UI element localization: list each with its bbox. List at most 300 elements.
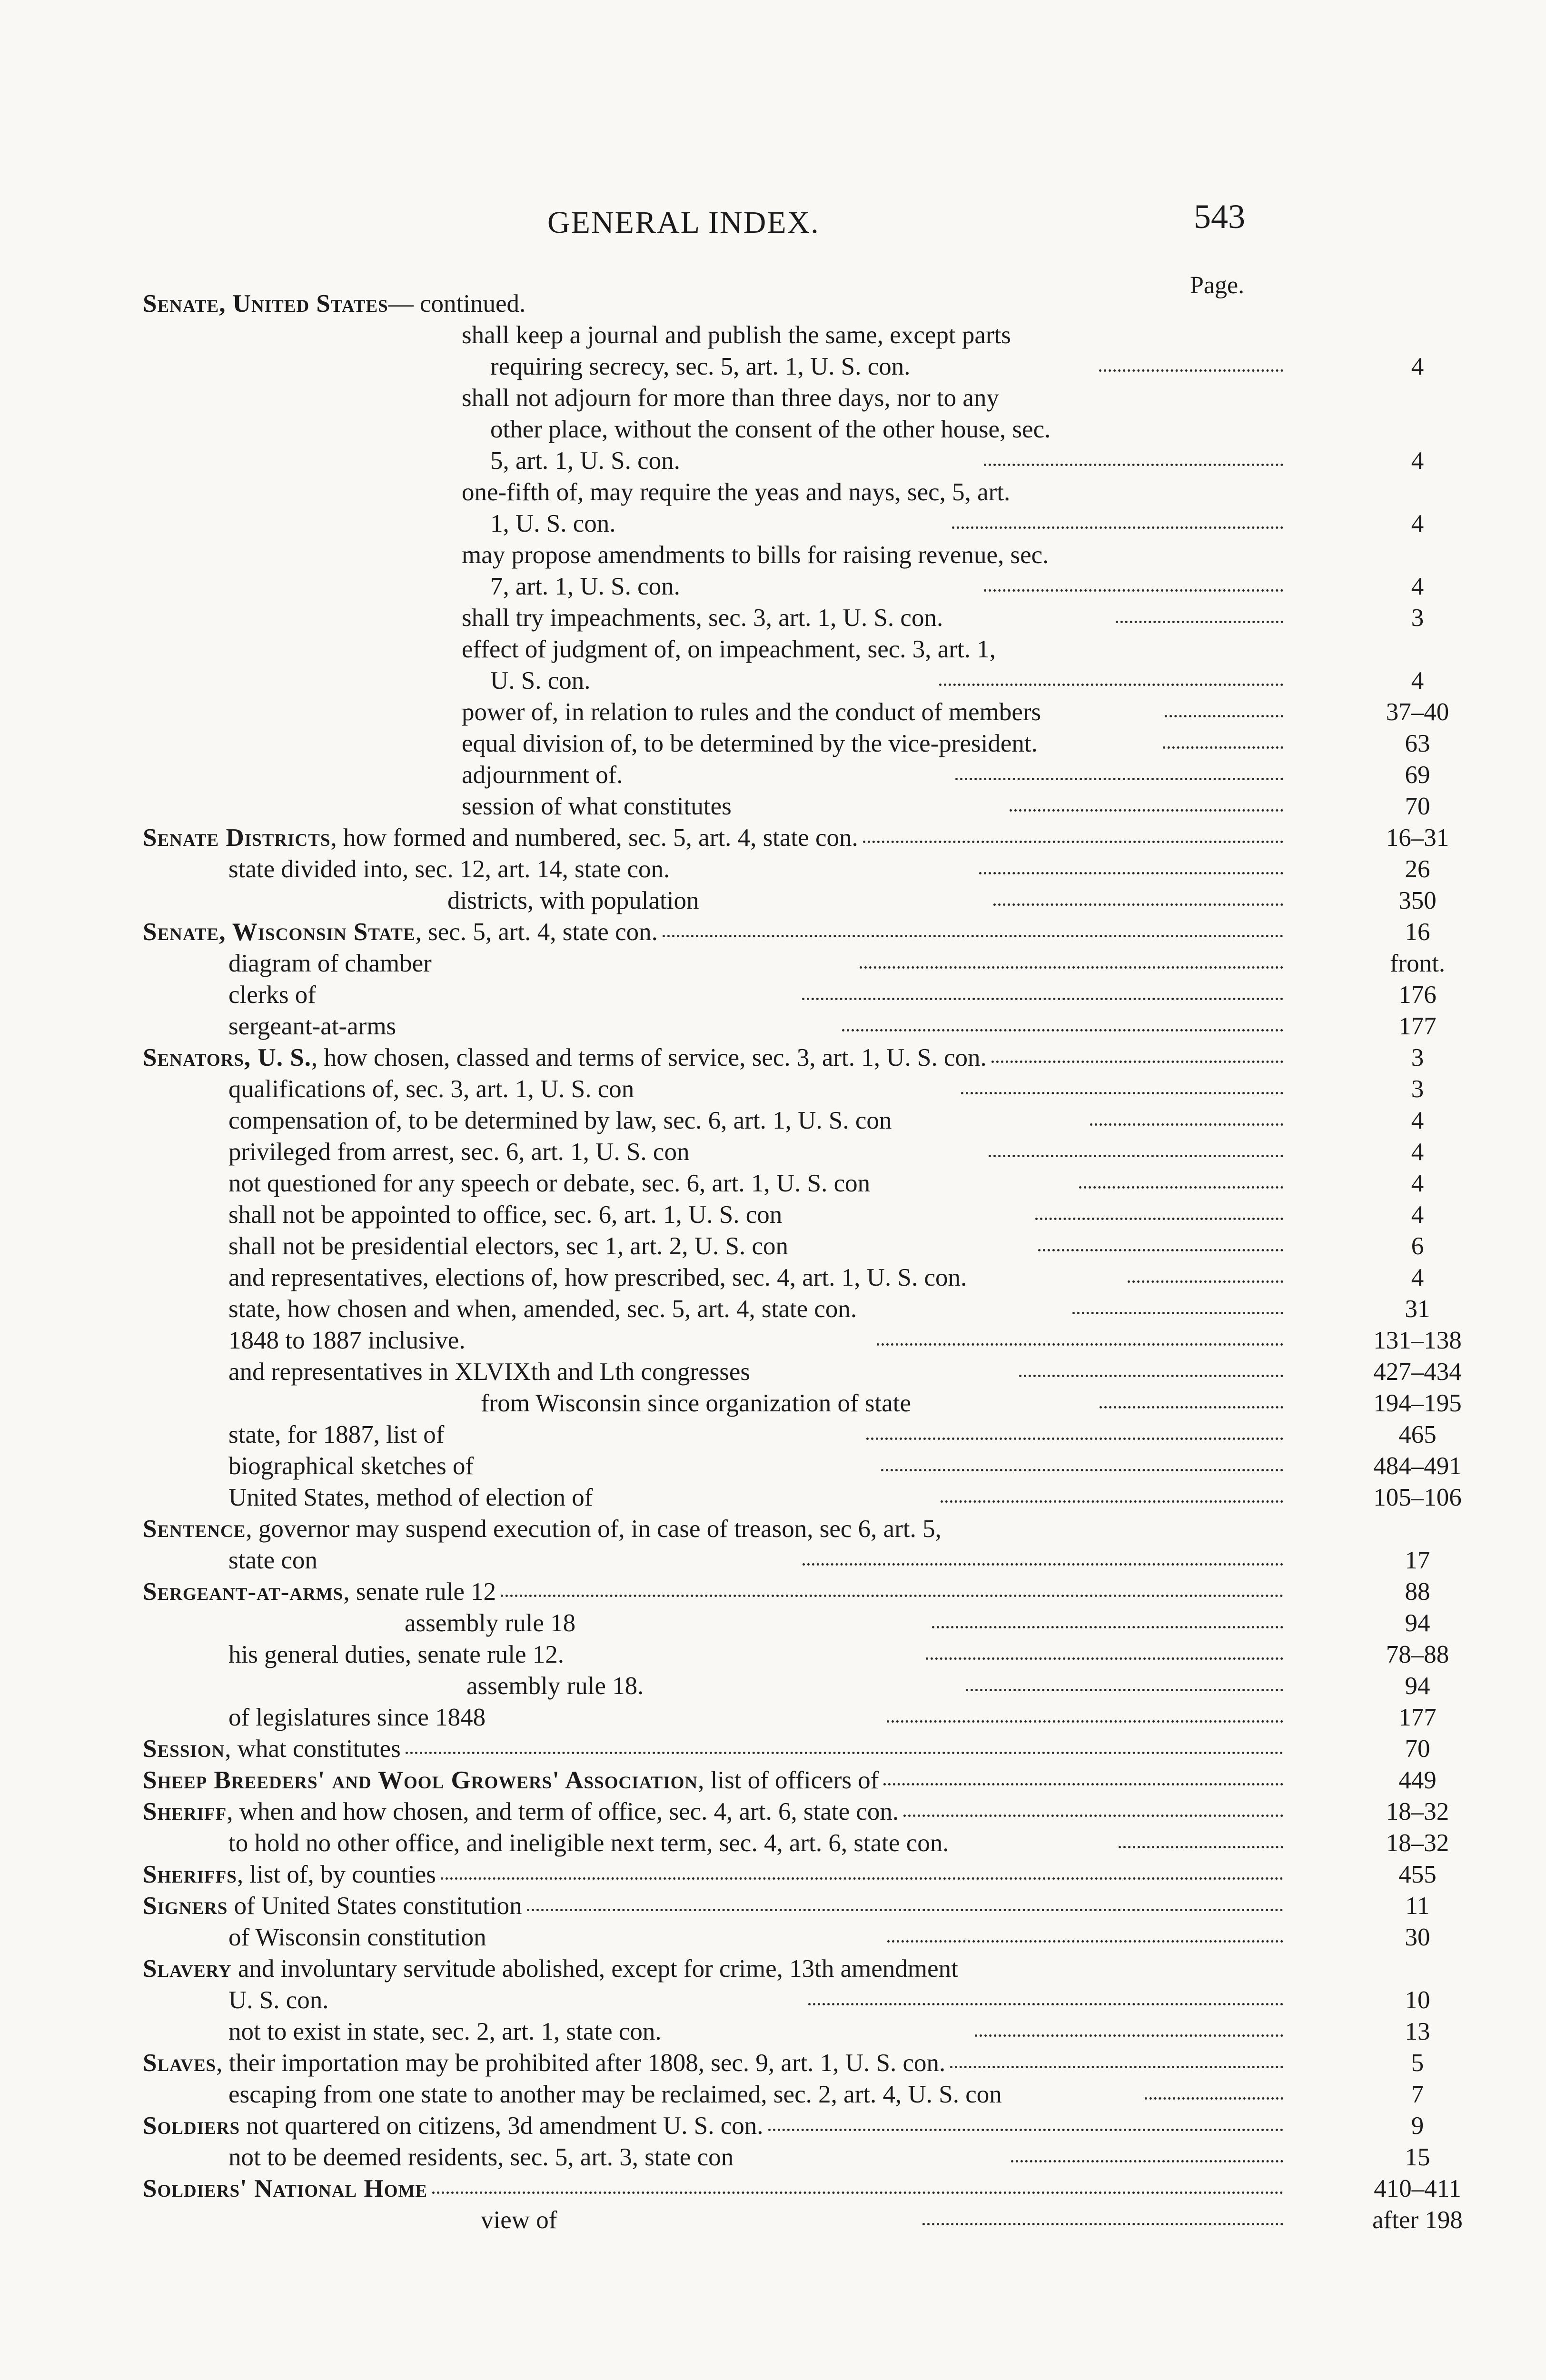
page-reference: 427–434 [1373, 1358, 1462, 1386]
entry-description: shall try impeachments, sec. 3, art. 1, U. S. con. [462, 604, 943, 632]
page-reference: 17 [1405, 1547, 1430, 1574]
entry-description: requiring secrecy, sec. 5, art. 1, U. S. con. [490, 353, 911, 380]
entry-text [462, 728, 1158, 759]
index-subentry [0, 791, 1430, 822]
page-reference: 94 [1405, 1672, 1430, 1700]
index-subentry [0, 948, 1446, 979]
entry-description: and representatives in XLVIXth and Lth congresses [228, 1358, 751, 1386]
entry-description: state, for 1887, list of [228, 1421, 445, 1448]
entry-text [228, 1419, 862, 1450]
dot-leader [432, 2187, 1283, 2194]
dot-leader [406, 1747, 1283, 1754]
entry-text [228, 979, 797, 1011]
dot-leader [501, 1590, 1283, 1597]
dot-leader [1019, 1370, 1283, 1377]
page-reference: 7 [1411, 2081, 1424, 2108]
index-heading-entry [0, 1765, 1437, 1796]
index-subentry [0, 2142, 1430, 2173]
entry-head-term: Senators, U. S. [143, 1044, 311, 1071]
dot-leader [1038, 1244, 1283, 1251]
entry-description: , sec. 5, art. 4, state con. [415, 918, 658, 946]
entry-text [228, 1482, 936, 1513]
entry-description: qualifications of, sec. 3, art. 1, U. S. con [228, 1075, 634, 1103]
entry-description: assembly rule 18 [405, 1609, 576, 1637]
dot-leader [1116, 616, 1283, 623]
index-heading-entry [0, 1890, 1430, 1922]
page-reference: 10 [1405, 1986, 1430, 2014]
dot-leader [803, 1558, 1283, 1566]
page-reference: 3 [1411, 1075, 1424, 1103]
index-subentry [0, 508, 1424, 539]
entry-head-term: Signers [143, 1892, 228, 1920]
entry-text [228, 1639, 921, 1670]
entry-description: shall not adjourn for more than three days, nor to any [462, 384, 999, 412]
index-subentry [0, 2016, 1430, 2047]
page-reference: 16 [1405, 918, 1430, 946]
entry-description: 1848 to 1887 inclusive. [228, 1327, 466, 1354]
index-subentry [0, 1702, 1437, 1733]
entry-text [143, 1796, 899, 1827]
page-reference: 350 [1398, 887, 1437, 914]
entry-description: districts, with population [447, 887, 699, 914]
entry-description: may propose amendments to bills for raising revenue, sec. [462, 541, 1049, 569]
entry-description: , when and how chosen, and term of office, sec. 4, art. 6, state con. [227, 1798, 899, 1825]
entry-text [143, 2047, 945, 2079]
dot-leader [955, 773, 1283, 780]
index-heading-entry [0, 2047, 1424, 2079]
entry-description: one-fifth of, may require the yeas and nays, sec, 5, art. [462, 478, 1011, 506]
entry-text [143, 2173, 427, 2204]
dot-leader [984, 585, 1283, 592]
dot-leader [975, 2030, 1283, 2037]
index-heading-entry [0, 2173, 1461, 2204]
dot-leader [883, 1778, 1283, 1785]
entry-description: privileged from arrest, sec. 6, art. 1, U. S. con [228, 1138, 690, 1166]
dot-leader [922, 2218, 1283, 2225]
index-subentry [0, 1639, 1449, 1670]
page-reference: 15 [1405, 2143, 1430, 2171]
dot-leader [966, 1684, 1283, 1691]
index-subentry [0, 634, 1289, 665]
entry-description: session of what constitutes [462, 793, 732, 820]
entry-text [466, 1670, 961, 1702]
entry-text [228, 1922, 882, 1953]
entry-description: biographical sketches of [228, 1452, 474, 1480]
index-subentry [0, 759, 1430, 791]
index-subentry [0, 1545, 1430, 1576]
entry-description: United States, method of election of [228, 1484, 593, 1511]
entry-text [228, 1545, 798, 1576]
entry-text [228, 1230, 1033, 1262]
index-subentry [0, 1168, 1424, 1199]
entry-description: shall keep a journal and publish the same, except parts [462, 321, 1011, 349]
index-subentry [0, 1073, 1424, 1105]
dot-leader [1100, 1401, 1283, 1408]
entry-text [143, 1890, 522, 1922]
dot-leader [1035, 1213, 1283, 1220]
page-reference: 18–32 [1386, 1829, 1449, 1857]
index-heading-entry [0, 1796, 1449, 1827]
entry-text [228, 1293, 1068, 1325]
index-subentry [0, 1356, 1462, 1388]
index-subentry [0, 382, 1289, 414]
entry-description: other place, without the consent of the other house, sec. [490, 416, 1051, 443]
entry-text [143, 916, 658, 948]
entry-text [228, 1168, 1074, 1199]
entry-description: not to be deemed residents, sec. 5, art. 3, state con [228, 2143, 734, 2171]
entry-text [143, 1953, 958, 1984]
index-subentry [0, 602, 1424, 634]
dot-leader [768, 2124, 1284, 2131]
index-subentry [0, 571, 1424, 602]
dot-leader [663, 930, 1283, 937]
entry-head-term: Session [143, 1735, 225, 1763]
dot-leader [527, 1904, 1283, 1911]
entry-text [462, 602, 1111, 634]
entry-description: 7, art. 1, U. S. con. [490, 573, 680, 600]
entry-head-term: Slaves [143, 2049, 217, 2077]
index-subentry [0, 319, 1289, 351]
entry-description: state con [228, 1547, 317, 1574]
entry-description: equal division of, to be determined by the vice-president. [462, 730, 1038, 757]
page-reference: 4 [1411, 573, 1424, 600]
entry-text [228, 1011, 837, 1042]
dot-leader [881, 1464, 1283, 1471]
index-heading-entry [0, 916, 1430, 948]
entry-text [447, 885, 989, 916]
page-reference: front. [1389, 950, 1446, 977]
dot-leader [887, 1716, 1283, 1723]
entry-text [462, 634, 1289, 665]
entry-head-term: Sheep Breeders' and Wool Growers' Association [143, 1766, 698, 1794]
index-subentry [0, 1105, 1424, 1136]
dot-leader [887, 1935, 1283, 1943]
dot-leader [941, 1496, 1283, 1503]
entry-description: effect of judgment of, on impeachment, sec. 3, art. 1, [462, 635, 996, 663]
entry-text [490, 445, 979, 476]
index-heading-entry [0, 1576, 1430, 1607]
entry-text [228, 1984, 803, 2016]
entry-text [490, 571, 979, 602]
index-heading-entry [0, 2110, 1424, 2142]
dot-leader [1163, 742, 1283, 749]
index-subentry [0, 885, 1437, 916]
index-subentry [0, 414, 1289, 445]
dot-leader [989, 1150, 1283, 1157]
entry-description: of legislatures since 1848 [228, 1704, 486, 1731]
dot-leader [1099, 365, 1283, 372]
dot-leader [866, 1433, 1283, 1440]
page-header [0, 198, 1546, 257]
entry-head-term: Sergeant-at-arms [143, 1578, 344, 1606]
entry-description: of United States constitution [228, 1892, 522, 1920]
dot-leader [1010, 804, 1283, 812]
entry-head-term: Soldiers [143, 2112, 240, 2140]
entry-description: not questioned for any speech or debate, sec. 6, art. 1, U. S. con [228, 1170, 871, 1197]
index-subentry [0, 539, 1289, 571]
entry-description: to hold no other office, and ineligible next term, sec. 4, art. 6, state con. [228, 1829, 949, 1857]
index-subentry [0, 1199, 1424, 1230]
entry-text [490, 414, 1289, 445]
index-entries [0, 288, 1546, 2236]
dot-leader [863, 836, 1283, 843]
entry-description: his general duties, senate rule 12. [228, 1641, 564, 1668]
entry-text [228, 1136, 984, 1168]
entry-description: U. S. con. [490, 667, 591, 694]
dot-leader [1119, 1841, 1283, 1848]
entry-text [462, 476, 1289, 508]
page-reference: 88 [1405, 1578, 1430, 1606]
entry-text [143, 1859, 436, 1890]
index-subentry [0, 2204, 1463, 2236]
entry-text [462, 759, 951, 791]
dot-leader [984, 459, 1283, 466]
dot-leader [802, 993, 1283, 1000]
entry-description: from Wisconsin since organization of state [481, 1389, 912, 1417]
entry-description: , senate rule 12 [343, 1578, 496, 1606]
page-reference: 194–195 [1373, 1389, 1462, 1417]
index-subentry [0, 351, 1424, 382]
entry-text [490, 665, 934, 696]
page-reference: after 198 [1372, 2206, 1463, 2234]
dot-leader [903, 1810, 1283, 1817]
dot-leader [1011, 2155, 1283, 2162]
page-reference: 4 [1411, 353, 1424, 380]
index-heading-entry [0, 822, 1449, 853]
entry-description: adjournment of. [462, 761, 623, 789]
entry-description: assembly rule 18. [466, 1672, 644, 1700]
dot-leader [1090, 1119, 1283, 1126]
page-reference: 4 [1411, 667, 1424, 694]
entry-text [228, 1356, 1014, 1388]
dot-leader [991, 1056, 1283, 1063]
entry-text [143, 1042, 987, 1073]
page-reference: 177 [1398, 1012, 1437, 1040]
entry-description: and involuntary servitude abolished, except for crime, 13th amendment [231, 1955, 958, 1983]
index-subentry [0, 1482, 1462, 1513]
page-reference: 37–40 [1386, 698, 1449, 726]
index-subentry [0, 1325, 1462, 1356]
index-heading-entry [0, 1859, 1437, 1890]
page-reference: 105–106 [1373, 1484, 1462, 1511]
index-subentry [0, 853, 1430, 885]
index-subentry [0, 476, 1289, 508]
entry-text [228, 1199, 1031, 1230]
entry-text [228, 2016, 970, 2047]
index-heading-entry [0, 1042, 1424, 1073]
entry-description: , what constitutes [225, 1735, 401, 1763]
entry-description: not to exist in state, sec. 2, art. 1, state con. [228, 2018, 662, 2045]
entry-text [228, 1105, 1085, 1136]
page-reference: 4 [1411, 1170, 1424, 1197]
page-reference: 30 [1405, 1924, 1430, 1951]
dot-leader [1079, 1181, 1283, 1189]
entry-text [228, 1702, 882, 1733]
page-number: 543 [1194, 198, 1245, 236]
entry-description: U. S. con. [228, 1986, 329, 2014]
page-reference: 13 [1405, 2018, 1430, 2045]
entry-text [228, 1827, 1114, 1859]
entry-head-term: Sheriffs [143, 1861, 237, 1888]
entry-text [481, 2204, 918, 2236]
entry-text [462, 319, 1289, 351]
index-subentry [0, 696, 1449, 728]
entry-description: state divided into, sec. 12, art. 14, state con. [228, 855, 670, 883]
page-reference: 11 [1405, 1892, 1430, 1920]
page-title: GENERAL INDEX. [547, 205, 820, 240]
dot-leader [979, 867, 1283, 874]
dot-leader [961, 1087, 1283, 1094]
entry-text [228, 1325, 872, 1356]
dot-leader [1128, 1276, 1283, 1283]
entry-description: shall not be appointed to office, sec. 6, art. 1, U. S. con [228, 1201, 783, 1229]
page-reference: 3 [1411, 604, 1424, 632]
dot-leader [808, 1998, 1283, 2005]
dot-leader [860, 962, 1283, 969]
dot-leader [877, 1339, 1283, 1346]
page-column-label: Page. [1190, 272, 1245, 299]
page-reference: 70 [1405, 1735, 1430, 1763]
index-subentry [0, 1136, 1424, 1168]
entry-text [462, 382, 1289, 414]
index-subentry [0, 1230, 1424, 1262]
entry-text [228, 948, 855, 979]
index-heading-entry [0, 1733, 1430, 1765]
entry-description: — continued. [388, 290, 526, 317]
entry-text [228, 1073, 956, 1105]
entry-description: , how formed and numbered, sec. 5, art. 4, state con. [330, 824, 858, 852]
index-subentry [0, 1388, 1462, 1419]
entry-head-term: Sentence [143, 1515, 246, 1543]
index-subentry [0, 1827, 1449, 1859]
index-subentry [0, 665, 1424, 696]
page-reference: 3 [1411, 1044, 1424, 1071]
entry-description: sergeant-at-arms [228, 1012, 396, 1040]
entry-text [228, 1450, 876, 1482]
entry-text [405, 1607, 927, 1639]
index-subentry [0, 1450, 1462, 1482]
entry-description: , list of, by counties [237, 1861, 436, 1888]
index-subentry [0, 728, 1430, 759]
index-subentry [0, 1419, 1437, 1450]
dot-leader [1165, 710, 1283, 717]
entry-text [143, 1576, 496, 1607]
entry-text [143, 1765, 879, 1796]
entry-text [143, 288, 525, 319]
entry-description: and representatives, elections of, how prescribed, sec. 4, art. 1, U. S. con. [228, 1264, 967, 1291]
entry-head-term: Senate, United States [143, 290, 388, 317]
entry-description: compensation of, to be determined by law, sec. 6, art. 1, U. S. con [228, 1107, 892, 1134]
entry-text [143, 1513, 941, 1545]
entry-description: escaping from one state to another may be reclaimed, sec. 2, art. 4, U. S. con [228, 2081, 1002, 2108]
dot-leader [441, 1873, 1283, 1880]
page-reference: 449 [1398, 1766, 1437, 1794]
entry-head-term: Sheriff [143, 1798, 227, 1825]
index-heading-entry [0, 1513, 1289, 1545]
entry-description: clerks of [228, 981, 316, 1009]
entry-text [228, 2079, 1140, 2110]
page-reference: 4 [1411, 447, 1424, 475]
index-subentry [0, 1607, 1430, 1639]
entry-description: 5, art. 1, U. S. con. [490, 447, 680, 475]
index-subentry [0, 1262, 1424, 1293]
entry-text [490, 508, 947, 539]
index-subentry [0, 1011, 1437, 1042]
page-reference: 94 [1405, 1609, 1430, 1637]
dot-leader [932, 1621, 1283, 1628]
index-subentry [0, 1922, 1430, 1953]
entry-description: view of [481, 2206, 557, 2234]
page-reference: 410–411 [1374, 2175, 1461, 2202]
page-reference: 4 [1411, 1201, 1424, 1229]
entry-description: state, how chosen and when, amended, sec. 5, art. 4, state con. [228, 1295, 857, 1323]
page-reference: 70 [1405, 793, 1430, 820]
page-reference: 4 [1411, 1264, 1424, 1291]
entry-text [228, 1262, 1123, 1293]
entry-text [143, 1733, 401, 1765]
dot-leader [952, 522, 1283, 529]
entry-text [143, 2110, 763, 2142]
index-subentry [0, 1670, 1430, 1702]
entry-description: of Wisconsin constitution [228, 1924, 486, 1951]
page-reference: 63 [1405, 730, 1430, 757]
index-subentry [0, 1984, 1430, 2016]
page-reference: 4 [1411, 1138, 1424, 1166]
page-reference: 18–32 [1386, 1798, 1449, 1825]
page-reference: 26 [1405, 855, 1430, 883]
entry-description: power of, in relation to rules and the conduct of members [462, 698, 1041, 726]
entry-description: not quartered on citizens, 3d amendment U. S. con. [240, 2112, 763, 2140]
index-subentry [0, 2079, 1424, 2110]
entry-text [143, 822, 858, 853]
dot-leader [926, 1653, 1283, 1660]
dot-leader [950, 2061, 1283, 2068]
page-reference: 455 [1398, 1861, 1437, 1888]
entry-text [462, 696, 1160, 728]
entry-text [228, 853, 974, 885]
entry-text [228, 2142, 1006, 2173]
entry-text [462, 539, 1289, 571]
page-reference: 176 [1398, 981, 1437, 1009]
entry-description: shall not be presidential electors, sec 1, art. 2, U. S. con [228, 1232, 788, 1260]
entry-description: diagram of chamber [228, 950, 432, 977]
entry-text [481, 1388, 1095, 1419]
index-subentry [0, 445, 1424, 476]
index-subentry [0, 979, 1437, 1011]
index-subentry [0, 1293, 1430, 1325]
entry-head-term: Soldiers' National Home [143, 2175, 428, 2202]
entry-head-term: Senate Districts [143, 824, 331, 852]
page-reference: 4 [1411, 510, 1424, 537]
entry-text [490, 351, 1094, 382]
page-reference: 69 [1405, 761, 1430, 789]
entry-description: , governor may suspend execution of, in case of treason, sec 6, art. 5, [246, 1515, 941, 1543]
entry-description: , list of officers of [698, 1766, 879, 1794]
index-heading-entry [0, 288, 1289, 319]
entry-head-term: Slavery [143, 1955, 232, 1983]
index-heading-entry [0, 1953, 1289, 1984]
page-reference: 5 [1411, 2049, 1424, 2077]
page-reference: 131–138 [1373, 1327, 1462, 1354]
page-reference: 9 [1411, 2112, 1424, 2140]
dot-leader [1072, 1307, 1283, 1314]
dot-leader [842, 1024, 1283, 1031]
page-reference: 177 [1398, 1704, 1437, 1731]
page-reference: 4 [1411, 1107, 1424, 1134]
entry-description: , their importation may be prohibited after 1808, sec. 9, art. 1, U. S. con. [216, 2049, 946, 2077]
page-reference: 31 [1405, 1295, 1430, 1323]
entry-head-term: Senate, Wisconsin State [143, 918, 416, 946]
